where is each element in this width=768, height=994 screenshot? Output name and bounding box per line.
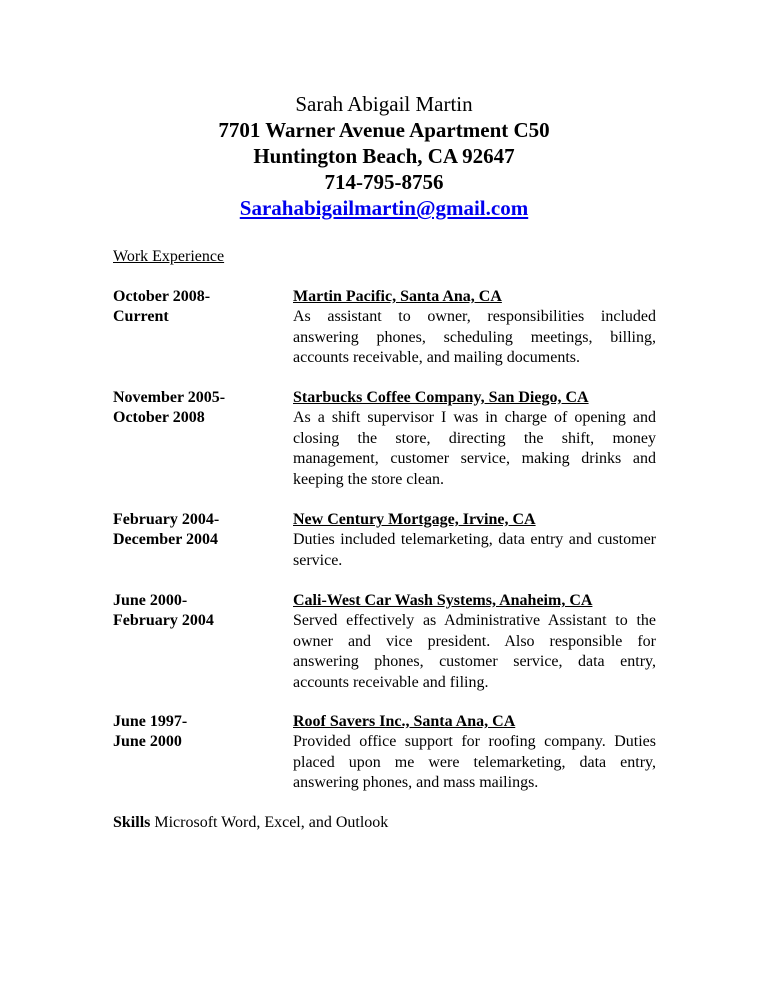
job-date-start: October 2008- xyxy=(113,288,211,305)
applicant-name: Sarah Abigail Martin xyxy=(295,92,473,116)
job-company: New Century Mortgage, Irvine, CA xyxy=(293,511,536,528)
job-company: Martin Pacific, Santa Ana, CA xyxy=(293,288,502,305)
job-description: Duties included telemarketing, data entry and customer service. xyxy=(293,531,656,569)
email-link[interactable]: Sarahabigailmartin@gmail.com xyxy=(239,196,529,220)
job-details xyxy=(293,510,656,571)
job-dates xyxy=(113,388,283,429)
job-date-start: June 1997- xyxy=(113,713,188,730)
job-company: Roof Savers Inc., Santa Ana, CA xyxy=(293,713,516,730)
job-description: Served effectively as Administrative Assistant to the owner and vice president. Also responsible for answering phones, customer service, data entry, accounts receivable and filing. xyxy=(293,612,656,691)
job-company: Cali-West Car Wash Systems, Anaheim, CA xyxy=(293,592,593,609)
job-company: Starbucks Coffee Company, San Diego, CA xyxy=(293,389,589,406)
job-details xyxy=(293,591,656,693)
job-date-end: December 2004 xyxy=(113,531,218,549)
job-date-end: October 2008 xyxy=(113,409,205,427)
address-street: 7701 Warner Avenue Apartment C50 xyxy=(218,118,550,142)
job-dates xyxy=(113,591,283,632)
work-experience-heading: Work Experience xyxy=(113,248,225,265)
job-description: As assistant to owner, responsibilities included answering phones, scheduling meetings, billing, accounts receivable, and mailing documents. xyxy=(293,308,656,367)
job-date-end: February 2004 xyxy=(113,612,214,630)
skills-label: Skills xyxy=(113,814,151,831)
address-city: Huntington Beach, CA 92647 xyxy=(253,144,515,168)
job-date-end: Current xyxy=(113,308,169,326)
job-details xyxy=(293,388,656,490)
job-date-start: November 2005- xyxy=(113,389,226,406)
job-details xyxy=(293,712,656,794)
job-dates xyxy=(113,287,283,328)
phone-number: 714-795-8756 xyxy=(324,170,444,194)
job-description: As a shift supervisor I was in charge of opening and closing the store, directing the shift, money management, customer service, making drinks and keeping the store clean. xyxy=(293,409,656,488)
job-dates xyxy=(113,712,283,753)
job-date-start: February 2004- xyxy=(113,511,220,528)
job-date-end: June 2000 xyxy=(113,733,182,751)
job-description: Provided office support for roofing company. Duties placed upon me were telemarketing, data entry, answering phones, and mass mailings. xyxy=(293,733,656,792)
job-date-start: June 2000- xyxy=(113,592,188,609)
skills-text: Microsoft Word, Excel, and Outlook xyxy=(154,814,389,831)
skills-line xyxy=(113,813,388,833)
contact-header xyxy=(0,91,768,221)
job-details xyxy=(293,287,656,369)
job-dates xyxy=(113,510,283,551)
